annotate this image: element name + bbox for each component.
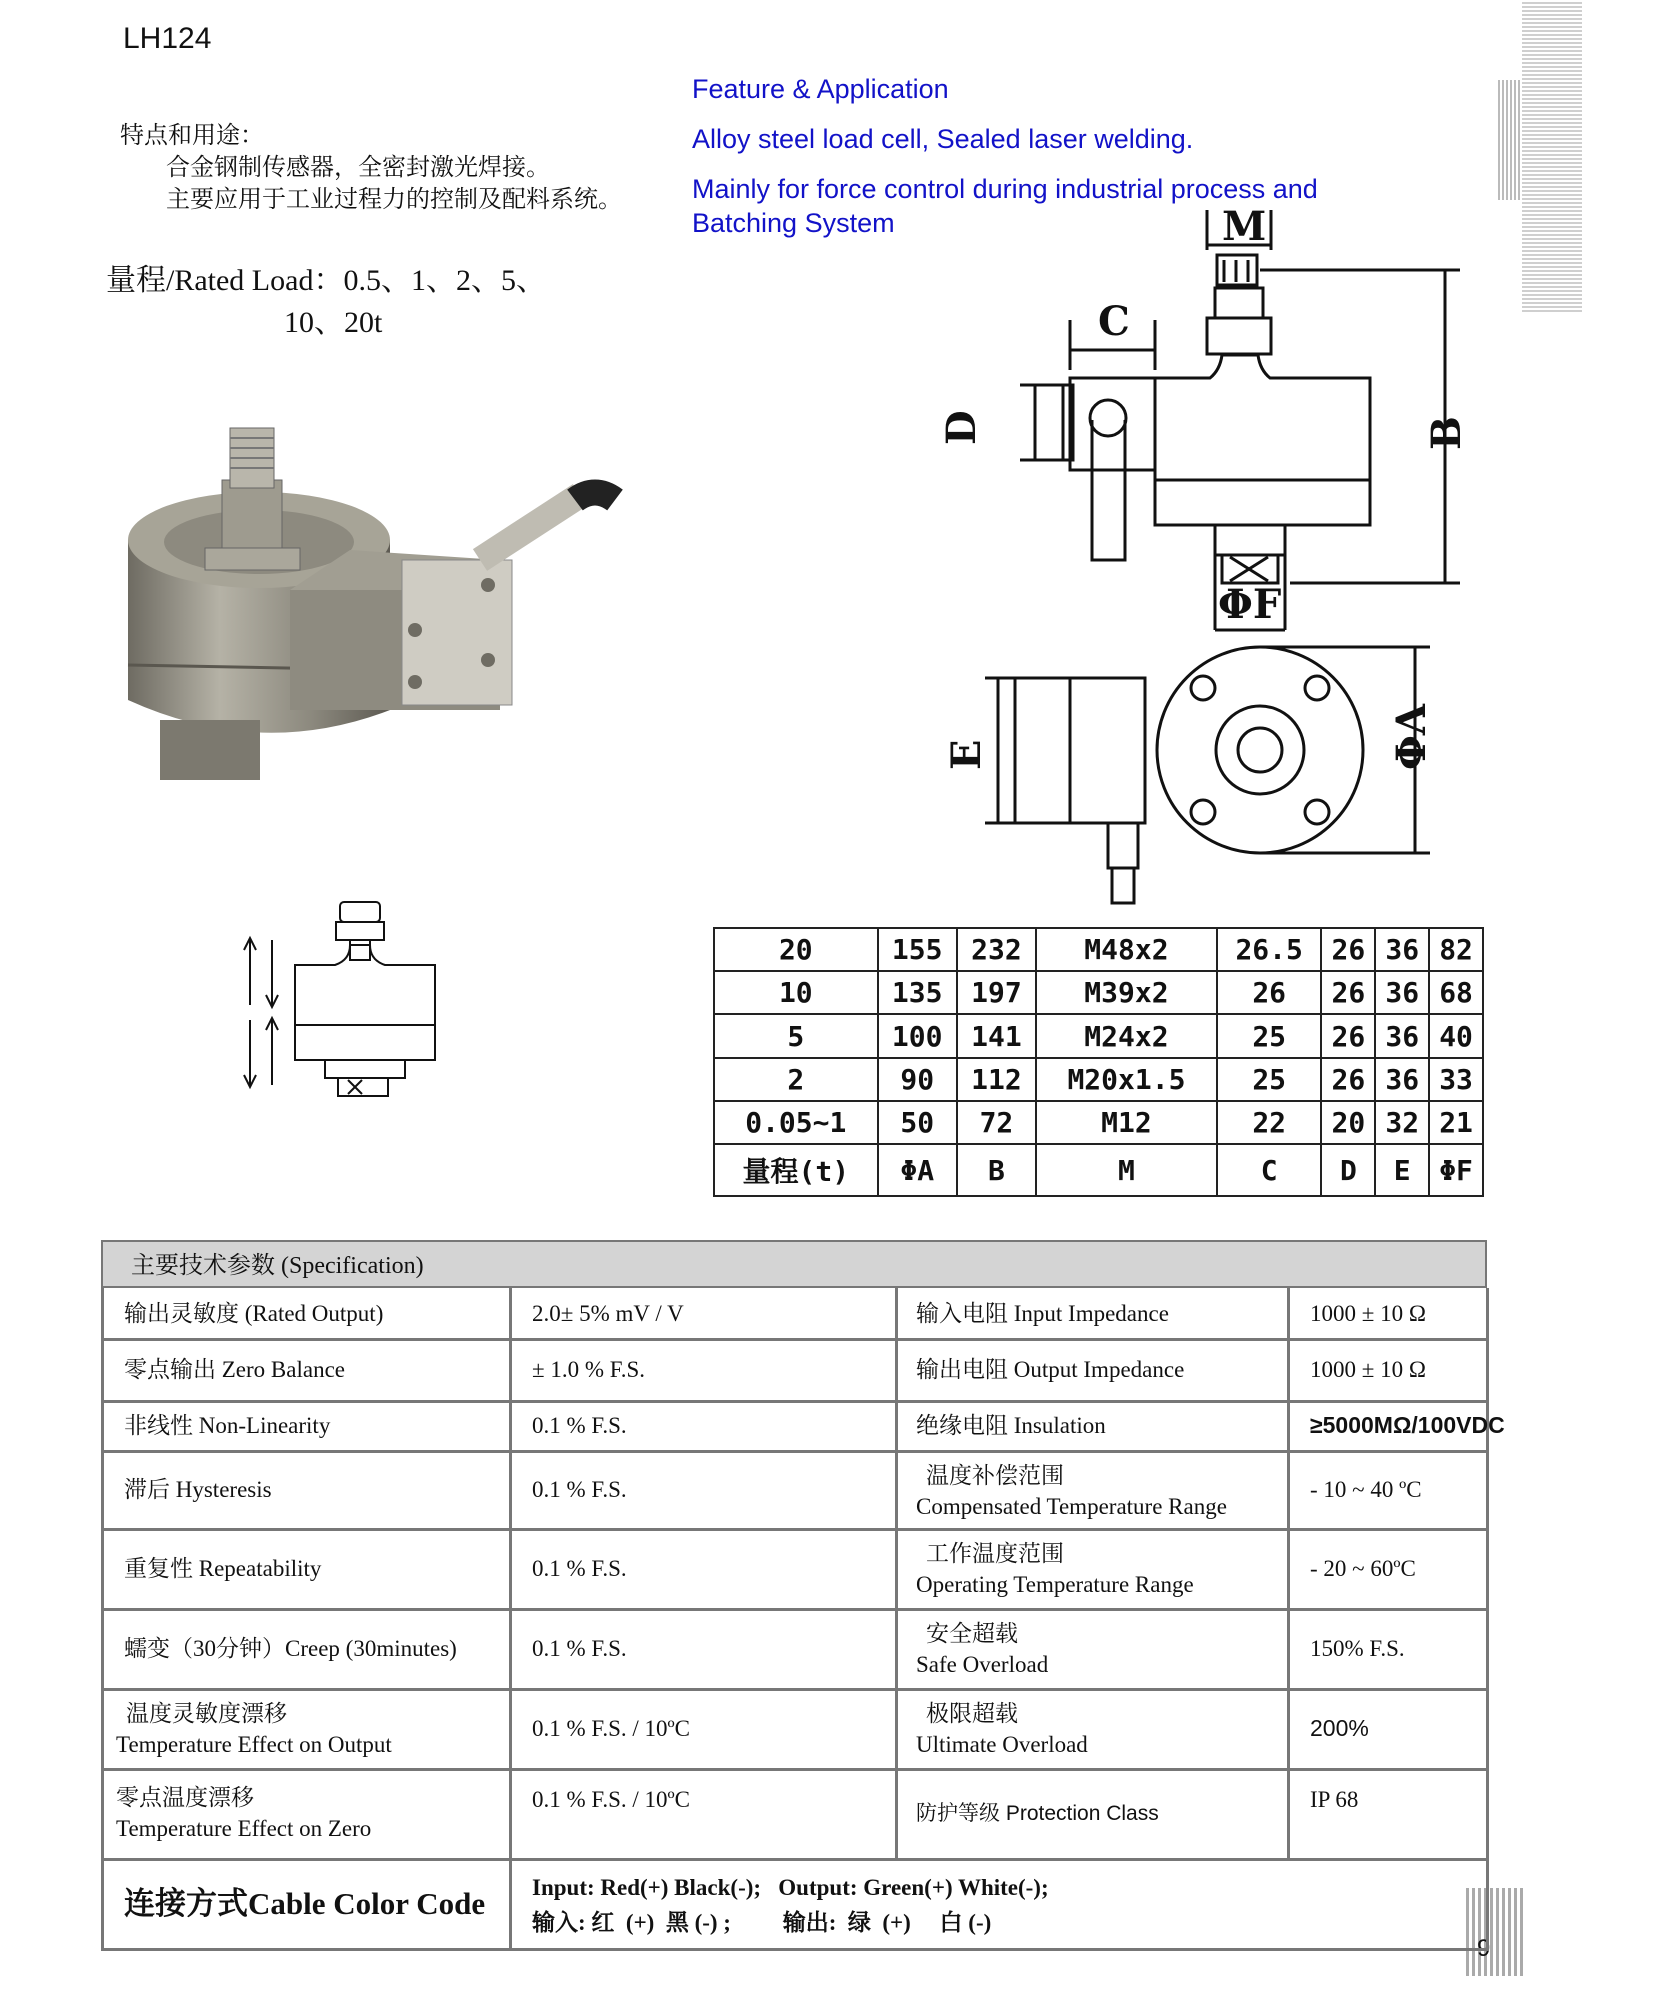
model-number: LH124 <box>123 22 212 55</box>
dimension-cell: 26 <box>1321 928 1375 971</box>
cable-line2: 输入: 红 (+) 黑 (-) ; 输出: 绿 (+) 白 (-) <box>532 1910 992 1935</box>
cable-row <box>101 1858 1489 1951</box>
spec-row <box>101 1528 1489 1611</box>
spec-label-cn: 安全超载 <box>926 1621 1018 1646</box>
spec-value: 0.1 % F.S. / 10ºC <box>512 1688 898 1768</box>
cable-colors <box>512 1858 1489 1948</box>
label-e: E <box>943 739 990 770</box>
dimension-cell: M <box>1036 1144 1217 1196</box>
dimension-row <box>714 1101 1483 1144</box>
dimension-cell: 50 <box>878 1101 957 1144</box>
dimension-row <box>714 928 1483 971</box>
label-a: ΦA <box>1388 704 1435 770</box>
spec-value: ± 1.0 % F.S. <box>512 1338 898 1400</box>
label-b: B <box>1423 416 1470 450</box>
spec-row <box>101 1768 1489 1861</box>
spec-label-en: Operating Temperature Range <box>916 1572 1194 1597</box>
spec-label <box>101 1688 512 1768</box>
dimension-cell: 5 <box>714 1014 878 1057</box>
dimension-cell: 21 <box>1429 1101 1483 1144</box>
dimension-cell: M24x2 <box>1036 1014 1217 1057</box>
spec-label: 重复性 Repeatability <box>101 1528 512 1608</box>
dimension-cell: 36 <box>1375 1058 1429 1101</box>
cable-line1: Input: Red(+) Black(-); Output: Green(+) White(-); <box>532 1875 1049 1900</box>
spec-label-en: Temperature Effect on Output <box>116 1732 392 1757</box>
spec-value: 1000 ± 10 Ω <box>1290 1288 1489 1338</box>
page-number: 9 <box>1477 1935 1491 1962</box>
spec-label: 输出灵敏度 (Rated Output) <box>101 1288 512 1338</box>
spec-label-en: Ultimate Overload <box>916 1732 1088 1757</box>
dimension-cell: 25 <box>1217 1058 1322 1101</box>
dimension-cell: 100 <box>878 1014 957 1057</box>
features-cn-line2: 主要应用于工业过程力的控制及配料系统。 <box>166 187 622 213</box>
spec-label-cn: 温度灵敏度漂移 <box>126 1701 287 1726</box>
dimension-cell: 0.05~1 <box>714 1101 878 1144</box>
dimension-cell: 20 <box>1321 1101 1375 1144</box>
features-en-title: Feature & Application <box>692 74 949 104</box>
dimension-row <box>714 1058 1483 1101</box>
dimension-cell: 2 <box>714 1058 878 1101</box>
spec-value: - 10 ~ 40 ºC <box>1290 1450 1489 1528</box>
dimension-cell: 90 <box>878 1058 957 1101</box>
dimension-cell: 36 <box>1375 1014 1429 1057</box>
spec-value: 0.1 % F.S. <box>512 1528 898 1608</box>
spec-value: 150% F.S. <box>1290 1608 1489 1688</box>
dimension-table <box>713 927 1484 1197</box>
spec-row <box>101 1400 1505 1453</box>
dimension-cell: 25 <box>1217 1014 1322 1057</box>
dimension-cell: 82 <box>1429 928 1483 971</box>
spec-row <box>101 1608 1489 1691</box>
spec-value: 200% <box>1290 1688 1489 1768</box>
spec-row <box>101 1338 1489 1403</box>
dimension-cell: 26 <box>1321 971 1375 1014</box>
features-cn-line1: 合金钢制传感器，全密封激光焊接。 <box>166 155 550 181</box>
rated-load-line2: 10、20t <box>284 306 383 339</box>
dimension-cell: 36 <box>1375 928 1429 971</box>
dimension-cell: 232 <box>957 928 1036 971</box>
spec-label-cn: 极限超载 <box>926 1701 1018 1726</box>
dimension-cell: ΦA <box>878 1144 957 1196</box>
spec-label: 蠕变（30分钟）Creep (30minutes) <box>101 1608 512 1688</box>
spec-label: 输出电阻 Output Impedance <box>898 1338 1290 1400</box>
dimension-cell: 26 <box>1217 971 1322 1014</box>
spec-label <box>898 1450 1290 1528</box>
spec-label: 非线性 Non-Linearity <box>101 1400 512 1450</box>
spec-label-cn: 零点温度漂移 <box>116 1785 254 1810</box>
spec-label <box>101 1768 512 1858</box>
spec-label: 防护等级 Protection Class <box>898 1768 1290 1858</box>
dimension-cell: 26 <box>1321 1014 1375 1057</box>
dimension-cell: 36 <box>1375 971 1429 1014</box>
dimension-cell: 112 <box>957 1058 1036 1101</box>
dimension-cell: 68 <box>1429 971 1483 1014</box>
spec-value: 0.1 % F.S. / 10ºC <box>512 1768 898 1858</box>
spec-value: 0.1 % F.S. <box>512 1608 898 1688</box>
technical-drawing <box>938 200 1520 920</box>
dimension-cell: ΦF <box>1429 1144 1483 1196</box>
features-cn-title: 特点和用途： <box>120 123 264 149</box>
dimension-cell: 26.5 <box>1217 928 1322 971</box>
spec-label: 输入电阻 Input Impedance <box>898 1288 1290 1338</box>
dimension-cell: 20 <box>714 928 878 971</box>
spec-label <box>898 1688 1290 1768</box>
dimension-cell: C <box>1217 1144 1322 1196</box>
spec-value: 0.1 % F.S. <box>512 1450 898 1528</box>
dimension-row <box>714 1144 1483 1196</box>
spec-value: ≥5000MΩ/100VDC <box>1290 1400 1489 1450</box>
dimension-row <box>714 971 1483 1014</box>
dimension-cell: 33 <box>1429 1058 1483 1101</box>
side-decor-fan <box>1498 80 1522 200</box>
features-en-line2: Mainly for force control during industrial process and <box>692 174 1318 204</box>
dimension-cell: M12 <box>1036 1101 1217 1144</box>
dimension-cell: 155 <box>878 928 957 971</box>
dimension-cell: M48x2 <box>1036 928 1217 971</box>
spec-value: 0.1 % F.S. <box>512 1400 898 1450</box>
spec-value: IP 68 <box>1290 1768 1489 1858</box>
spec-label-en: Safe Overload <box>916 1652 1049 1677</box>
spec-label <box>898 1608 1290 1688</box>
dimension-cell: D <box>1321 1144 1375 1196</box>
dimension-cell: 26 <box>1321 1058 1375 1101</box>
dimension-cell: M20x1.5 <box>1036 1058 1217 1101</box>
dimension-cell: 40 <box>1429 1014 1483 1057</box>
spec-label-en: Compensated Temperature Range <box>916 1494 1227 1519</box>
cable-label: 连接方式Cable Color Code <box>101 1858 512 1948</box>
rated-load <box>106 260 546 344</box>
spec-title: 主要技术参数 (Specification) <box>101 1240 1487 1288</box>
rated-load-line1: 量程/Rated Load：0.5、1、2、5、 <box>106 264 546 297</box>
dimension-cell: 22 <box>1217 1101 1322 1144</box>
spec-label <box>898 1528 1290 1608</box>
dimension-cell: 量程(t) <box>714 1144 878 1196</box>
spec-row <box>101 1688 1489 1771</box>
spec-label: 滞后 Hysteresis <box>101 1450 512 1528</box>
spec-value: 2.0± 5% mV / V <box>512 1288 898 1338</box>
dimension-cell: E <box>1375 1144 1429 1196</box>
label-c: C <box>1098 298 1130 345</box>
features-en-line3: Batching System <box>692 208 895 238</box>
dimension-row <box>714 1014 1483 1057</box>
features-en-line1: Alloy steel load cell, Sealed laser welding. <box>692 124 1194 154</box>
side-decor-strip <box>1522 0 1582 312</box>
load-direction-diagram <box>240 900 440 1100</box>
spec-label-cn: 工作温度范围 <box>926 1541 1064 1566</box>
label-d: D <box>938 410 985 445</box>
dimension-cell: 197 <box>957 971 1036 1014</box>
spec-value: - 20 ~ 60ºC <box>1290 1528 1489 1608</box>
dimension-cell: M39x2 <box>1036 971 1217 1014</box>
spec-label-cn: 温度补偿范围 <box>926 1463 1064 1488</box>
spec-table <box>101 1240 1505 2005</box>
features-cn <box>120 120 622 216</box>
spec-row <box>101 1450 1489 1531</box>
spec-label-en: Temperature Effect on Zero <box>116 1816 372 1841</box>
dimension-cell: 10 <box>714 971 878 1014</box>
dimension-cell: 72 <box>957 1101 1036 1144</box>
spec-row <box>101 1288 1489 1341</box>
spec-label: 零点输出 Zero Balance <box>101 1338 512 1400</box>
dimension-cell: 135 <box>878 971 957 1014</box>
dimension-cell: 32 <box>1375 1101 1429 1144</box>
label-f: ΦF <box>1218 581 1282 628</box>
spec-value: 1000 ± 10 Ω <box>1290 1338 1489 1400</box>
dimension-cell: 141 <box>957 1014 1036 1057</box>
spec-label: 绝缘电阻 Insulation <box>898 1400 1290 1450</box>
dimension-cell: B <box>957 1144 1036 1196</box>
label-m: M <box>1222 203 1267 250</box>
product-photo <box>120 420 630 800</box>
